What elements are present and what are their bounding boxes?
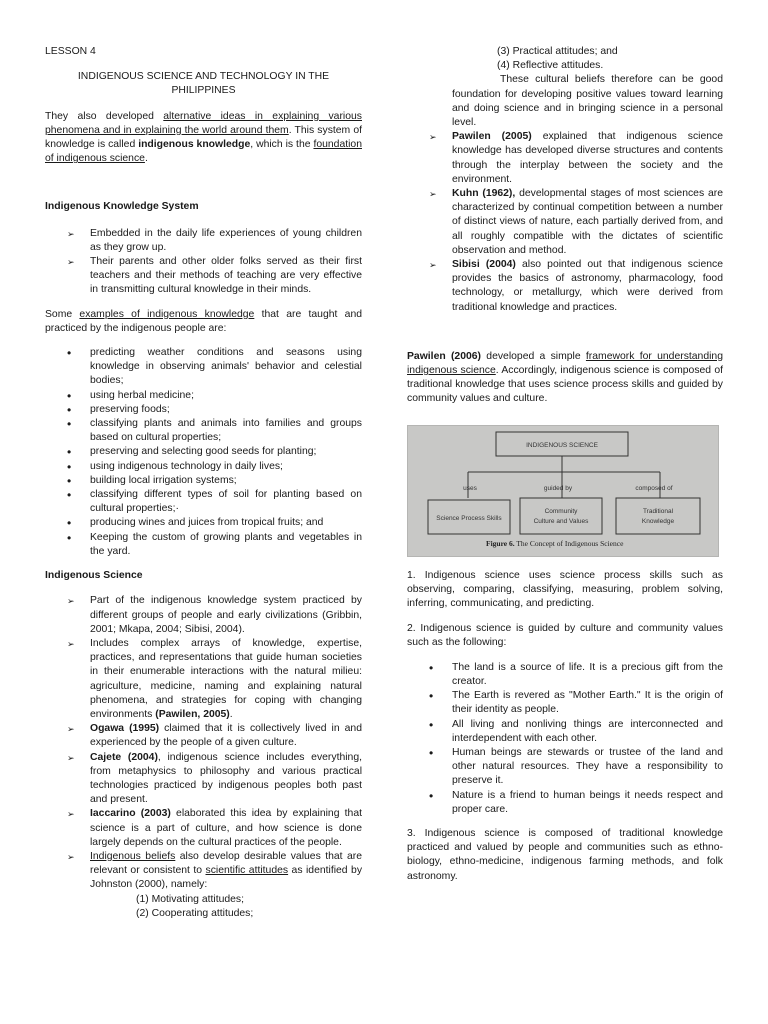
point-1: 1. Indigenous science uses science process skills such as observing, comparing, classifying, measuring, problem solving, inferring, communicating, and predicting. bbox=[407, 569, 723, 610]
list-item: • All living and nonliving things are interconnected and interdependent with each other. bbox=[407, 718, 723, 746]
box-label-knowledge-1: Traditional bbox=[642, 507, 674, 515]
examples-list bbox=[45, 346, 362, 559]
concept-figure bbox=[407, 425, 719, 557]
framework-paragraph: Pawilen (2006) developed a simple framework for understanding indigenous science. Accordingly, indigenous science is composed of traditional knowledge that uses science process skills and guided by community values and culture. bbox=[407, 350, 723, 405]
page-title: INDIGENOUS SCIENCE AND TECHNOLOGY IN THE PHILIPPINES bbox=[77, 71, 330, 97]
list-item: • The land is a source of life. It is a precious gift from the creator. bbox=[407, 661, 723, 689]
intro-paragraph: They also developed alternative ideas in explaining various phenomena and in explaining the world around them. This system of knowledge is called indigenous knowledge, which is the foundation of indigenous science. bbox=[45, 110, 362, 165]
list-item: ➢ Sibisi (2004) also pointed out that indigenous science provides the basics of astronomy, pharmacology, food technology, or metallurgy, which were derived from traditional knowledge and practices. bbox=[407, 258, 723, 315]
edge-label-guided-by: guided by bbox=[543, 484, 573, 492]
iks-heading: Indigenous Knowledge System bbox=[45, 201, 199, 213]
attitude-item: (1) Motivating attitudes; bbox=[136, 893, 244, 905]
is-heading: Indigenous Science bbox=[45, 570, 143, 582]
list-item: • predicting weather conditions and seasons using knowledge in observing animals' behavior and celestial bodies; bbox=[45, 346, 362, 389]
list-item: • The Earth is revered as "Mother Earth." It is the origin of their identity as people. bbox=[407, 689, 723, 717]
edge-label-uses: uses bbox=[463, 484, 477, 492]
attitude-item: (4) Reflective attitudes. bbox=[497, 60, 604, 72]
box-label-culture-2: Culture and Values bbox=[533, 517, 589, 525]
list-item: ➢ Their parents and other older folks served as their first teachers and their methods of teaching are very effective in transmitting cultural knowledge in their minds. bbox=[45, 255, 362, 298]
list-item: • classifying different types of soil for planting based on cultural properties;· bbox=[45, 488, 362, 516]
list-item: • classifying plants and animals into families and groups based on cultural properties; bbox=[45, 417, 362, 445]
attitude-item: (2) Cooperating attitudes; bbox=[136, 907, 254, 919]
diagram-box-culture bbox=[520, 498, 602, 534]
list-item: ➢ Kuhn (1962), developmental stages of most sciences are characterized by continual competition between a number of distinct views of nature, each partially derived from, and all roughly compatible with the dictates of scientific observation and method. bbox=[407, 187, 723, 258]
point-2: 2. Indigenous science is guided by culture and community values such as the following: bbox=[407, 623, 723, 649]
box-label-knowledge-2: Knowledge bbox=[641, 517, 675, 525]
concept-diagram bbox=[408, 426, 720, 558]
list-item: ➢ Indigenous beliefs also develop desirable values that are relevant or consistent to scientific attitudes as identified by Johnston (2000), namely: bbox=[45, 850, 362, 893]
is-list bbox=[45, 594, 362, 892]
beliefs-paragraph: These cultural beliefs therefore can be good foundation for developing positive values toward learning and doing science and in bringing science in a personal level. bbox=[452, 74, 723, 129]
list-item: ➢ Cajete (2004), indigenous science includes everything, from metaphysics to philosophy and various practical technologies practiced by indigenous peoples both past and present. bbox=[45, 751, 362, 808]
point-3: 3. Indigenous science is composed of traditional knowledge practiced and valued by people and communities such as ethno-biology, ethno-medicine, indigenous farming methods, and folk astronomy. bbox=[407, 827, 723, 882]
list-item: • Human beings are stewards or trustee of the land and other natural resources. They have a responsibility to preserve it. bbox=[407, 746, 723, 789]
list-item: ➢ Includes complex arrays of knowledge, expertise, practices, and representations that guide human societies in their enumerable interactions with the natural milieu: agriculture, medicine, naming and explaining natural phenomena, and strategies for coping with changing environments (Pawilen, 2005). bbox=[45, 637, 362, 722]
iks-list bbox=[45, 227, 362, 298]
diagram-top-label: INDIGENOUS SCIENCE bbox=[526, 441, 598, 449]
list-item: • using herbal medicine; bbox=[45, 389, 362, 403]
list-item: • producing wines and juices from tropical fruits; and bbox=[45, 516, 362, 530]
figure-caption: Figure 6. The Concept of Indigenous Science bbox=[486, 538, 624, 548]
list-item: ➢ Part of the indigenous knowledge system practiced by different groups of people and early civilizations (Gribbin, 2001; Mkapa, 2004; Sibisi, 2004). bbox=[45, 594, 362, 637]
scholars-list bbox=[407, 130, 723, 315]
list-item: ➢ Ogawa (1995) claimed that it is collectively lived in and experienced by the people of a given culture. bbox=[45, 722, 362, 750]
list-item: • preserving foods; bbox=[45, 403, 362, 417]
list-item: • building local irrigation systems; bbox=[45, 474, 362, 488]
lesson-label: LESSON 4 bbox=[45, 46, 96, 57]
box-label-skills: Science Process Skills bbox=[436, 514, 502, 522]
list-item: • Nature is a friend to human beings it needs respect and proper care. bbox=[407, 789, 723, 817]
list-item: ➢ Embedded in the daily life experiences of young children as they grow up. bbox=[45, 227, 362, 255]
attitude-item: (3) Practical attitudes; and bbox=[497, 46, 618, 57]
list-item: ➢ Iaccarino (2003) elaborated this idea by explaining that science is a part of culture, and how science is done largely depends on the cultural practices of the people. bbox=[45, 807, 362, 850]
edge-label-composed-of: composed of bbox=[635, 484, 673, 492]
list-item: • Keeping the custom of growing plants and vegetables in the yard. bbox=[45, 531, 362, 559]
list-item: • using indigenous technology in daily lives; bbox=[45, 460, 362, 474]
list-item: • preserving and selecting good seeds for planting; bbox=[45, 445, 362, 459]
left-column bbox=[45, 45, 362, 921]
right-column bbox=[407, 45, 723, 884]
list-item: ➢ Pawilen (2005) explained that indigenous science knowledge has developed diverse structures and contents through the interplay between the society and the environment. bbox=[407, 130, 723, 187]
box-label-culture-1: Community bbox=[544, 507, 578, 515]
examples-intro: Some examples of indigenous knowledge that are taught and practiced by the indigenous people are: bbox=[45, 308, 362, 334]
diagram-box-knowledge bbox=[616, 498, 700, 534]
values-list bbox=[407, 661, 723, 817]
